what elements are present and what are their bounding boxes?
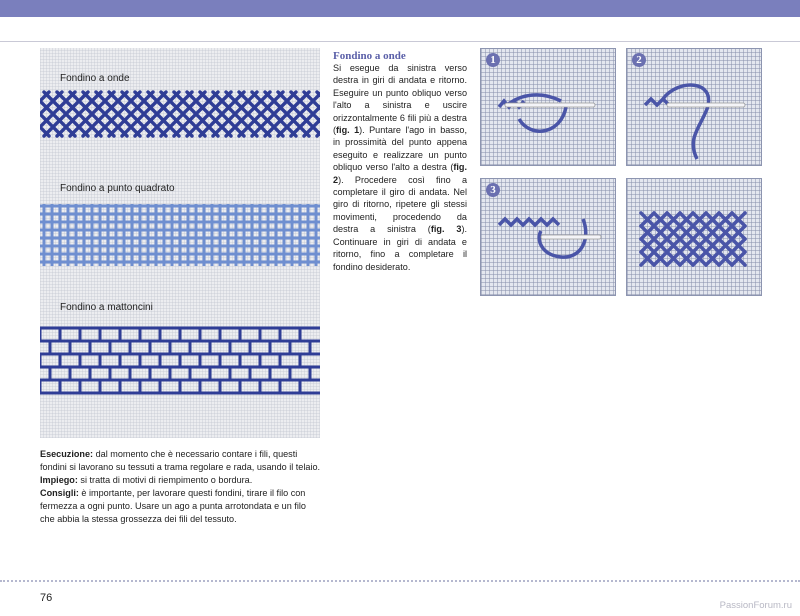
- figure-2-number: 2: [632, 53, 646, 67]
- figure-3-drawing: [481, 179, 615, 295]
- fig-ref-3: fig. 3: [430, 224, 462, 235]
- fig-ref-2: fig. 2: [333, 162, 467, 185]
- fig-ref-1: fig. 1: [336, 125, 360, 136]
- label-fondino-onde: Fondino a onde: [60, 73, 130, 84]
- watermark: PassionForum.ru: [719, 600, 792, 611]
- section-body: [333, 62, 467, 273]
- section-title: Fondino a onde: [333, 50, 406, 62]
- figure-1-number: 1: [486, 53, 500, 67]
- figure-4-drawing: [627, 179, 761, 295]
- header-rule: [0, 41, 800, 42]
- wave-stitch-sample: [40, 90, 320, 138]
- body-part-1: Si esegue da sinistra verso destra in giri di andata e ritorno. Eseguire un punto obliquo verso l'alto a sinistra e uscire orizzontalmente 6 fili più a destra (: [333, 63, 467, 136]
- body-part-3: ). Procedere così fino a completare il giro di andata. Nel giro di ritorno, ripetere gli stessi movimenti, procedendo da destra a sinistra (: [333, 174, 467, 235]
- label-fondino-mattoncini: Fondino a mattoncini: [60, 302, 153, 313]
- figure-1-drawing: [481, 49, 615, 165]
- figure-3: [480, 178, 616, 296]
- square-stitch-sample: [40, 200, 320, 270]
- use-text: si tratta di motivi di riempimento o bordura.: [77, 475, 253, 485]
- footer-rule: [0, 580, 800, 582]
- brick-stitch-sample: [40, 324, 320, 396]
- tips-text: è importante, per lavorare questi fondini, tirare il filo con fermezza a ogni punto. Usare un ago a punta arrotondata e un filo che abbia la stessa grossezza dei fili del tessuto.: [40, 488, 306, 524]
- page-number: 76: [40, 592, 53, 604]
- figure-3-number: 3: [486, 183, 500, 197]
- execution-text: dal momento che è necessario contare i fili, questi fondini si lavorano su tessuti a trama regolare e rada, usando il telaio.: [40, 449, 321, 472]
- figure-2-drawing: [627, 49, 761, 165]
- body-part-4: ). Continuare in giri di andata e ritorno, fino a completare il fondino desiderato.: [333, 224, 467, 272]
- caption-text: [40, 448, 322, 526]
- execution-label: Esecuzione:: [40, 449, 94, 459]
- header-band: [0, 0, 800, 17]
- use-label: Impiego:: [40, 475, 78, 485]
- body-part-2: ). Puntare l'ago in basso, in prossimità del punto appena eseguito e realizzare un punto obliquo verso l'alto a destra (: [333, 125, 467, 173]
- tips-label: Consigli:: [40, 488, 79, 498]
- embroidery-photo: [40, 48, 320, 438]
- figure-4: [626, 178, 762, 296]
- figure-1: [480, 48, 616, 166]
- label-fondino-punto-quadrato: Fondino a punto quadrato: [60, 183, 175, 194]
- figure-2: [626, 48, 762, 166]
